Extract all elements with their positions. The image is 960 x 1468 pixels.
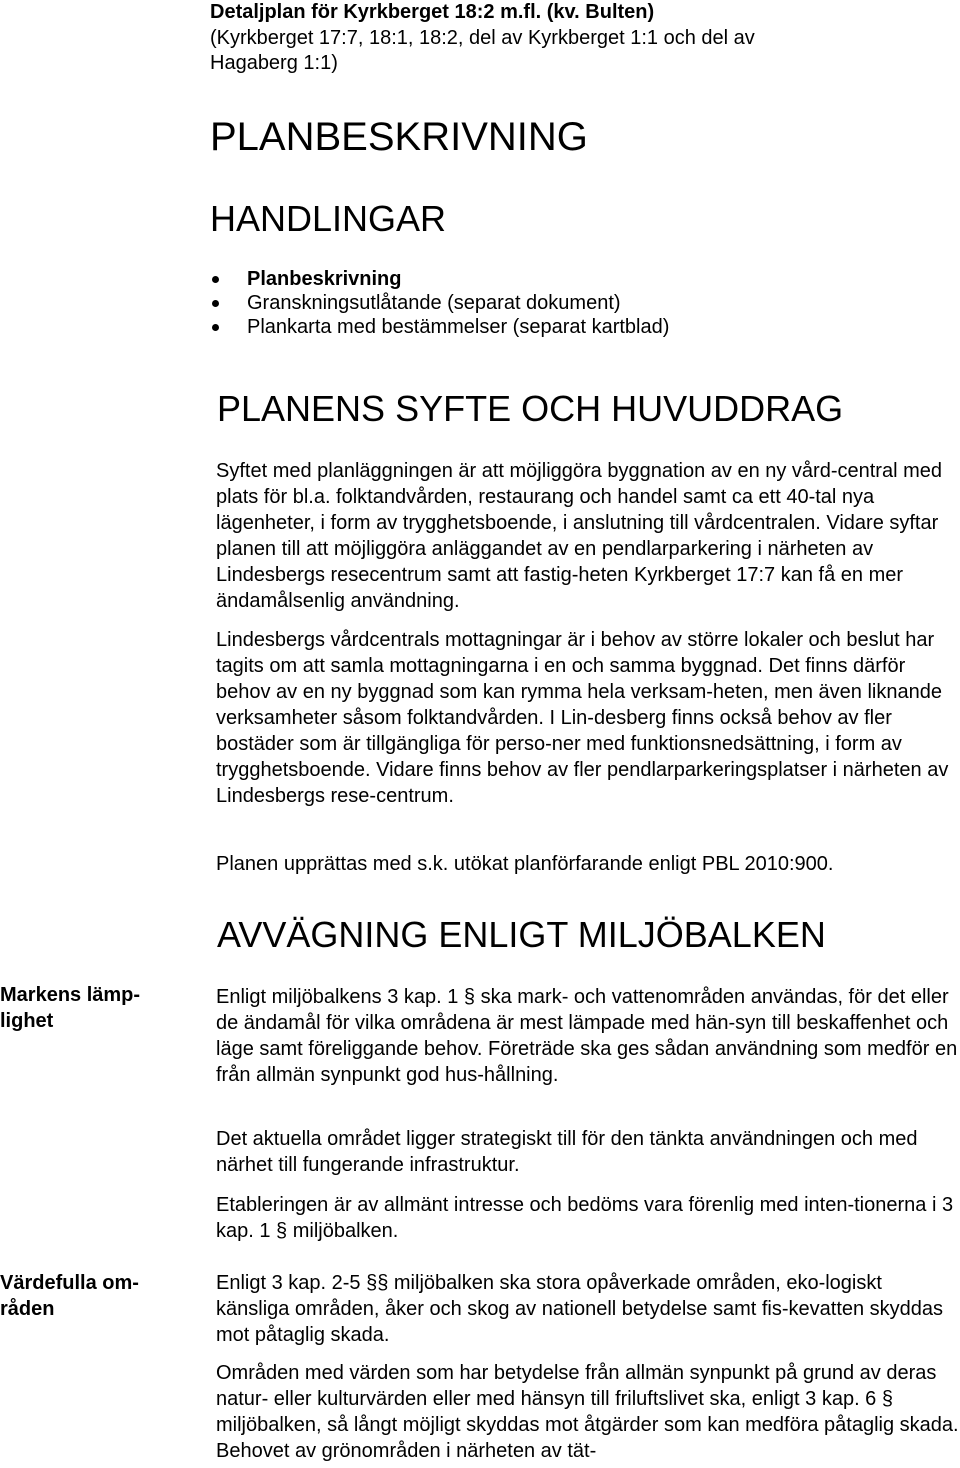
section-paragraph: Det aktuella området ligger strategiskt till för den tänkta användningen och med närhet till fungerande infrastruktur.: [216, 1128, 918, 1176]
section-paragraph: Områden med värden som har betydelse från allmän synpunkt på grund av deras natur- eller kulturvärden eller med hänsyn till friluftslivet ska, enligt 3 kap. 6 § miljöbalken, så långt möjligt skyddas mot åtgärder som kan medföra påtaglig skada. Behovet av grönområden i närheten av tät-: [216, 1362, 959, 1462]
side-label-markens-lamplighet: Markens lämp-lighet: [0, 984, 141, 1032]
syfte-paragraph: Syftet med planläggningen är att möjliggöra byggnation av en ny vård-central med plats för bl.a. folktandvården, restaurang och handel samt ca ett 40-tal nya lägenheter, i form av trygghetsboende, i anslutning till vårdcentralen. Vidare syftar planen till att möjliggöra anläggandet av en pendlarparkering i närheten av Lindesbergs resecentrum samt att fastig-heten Kyrkberget 17:7 kan få en mer ändamålsenlig användning.: [216, 460, 942, 612]
list-item: Planbeskrivning: [210, 267, 669, 291]
doc-type-heading: PLANBESKRIVNING: [210, 115, 588, 159]
list-item: Plankarta med bestämmelser (separat kartblad): [210, 315, 669, 339]
section-paragraph: Etableringen är av allmänt intresse och bedöms vara förenlig med inten-tionerna i 3 kap. 1 § miljöbalken.: [216, 1194, 954, 1242]
handlingar-heading: HANDLINGAR: [210, 198, 447, 239]
document-title: Detaljplan för Kyrkberget 18:2 m.fl. (kv. Bulten): [210, 1, 655, 23]
handlingar-list: [210, 267, 669, 339]
avvagning-heading: AVVÄGNING ENLIGT MILJÖBALKEN: [217, 914, 826, 955]
bullet-icon: [212, 324, 219, 331]
section-paragraph: Enligt 3 kap. 2-5 §§ miljöbalken ska stora opåverkade områden, eko-logiskt känsliga områden, åker och skog av nationell betydelse samt fis-kevatten skyddas mot påtaglig skada.: [216, 1272, 944, 1346]
section-paragraph: Enligt miljöbalkens 3 kap. 1 § ska mark- och vattenområden användas, för det eller de ändamål för vilka områdena är mest lämpade med hän-syn till beskaffenhet och läge samt föreliggande behov. Företräde ska ges sådan användning som medför en från allmän synpunkt god hus-hållning.: [216, 986, 958, 1086]
syfte-heading: PLANENS SYFTE OCH HUVUDDRAG: [217, 388, 844, 429]
bullet-icon: [212, 300, 219, 307]
syfte-paragraph: Planen upprättas med s.k. utökat planförfarande enligt PBL 2010:900.: [216, 853, 834, 875]
syfte-paragraph: Lindesbergs vårdcentrals mottagningar är i behov av större lokaler och beslut har tagits om att samla mottagningarna i en och samma byggnad. Det finns därför behov av en ny byggnad som kan rymma hela verksam-heten, men även liknande verksamheter såsom folktandvården. I Lin-desberg finns också behov av fler bostäder som är tillgängliga för perso-ner med funktionsnedsättning, i form av trygghetsboende. Vidare finns behov av fler pendlarparkeringsplatser i närheten av Lindesbergs rese-centrum.: [216, 629, 949, 807]
list-item: Granskningsutlåtande (separat dokument): [210, 291, 669, 315]
bullet-icon: [212, 276, 219, 283]
side-label-vardefulla-omraden: Värdefulla om-råden: [0, 1272, 139, 1320]
document-subtitle: (Kyrkberget 17:7, 18:1, 18:2, del av Kyrkberget 1:1 och del av Hagaberg 1:1): [210, 27, 755, 74]
